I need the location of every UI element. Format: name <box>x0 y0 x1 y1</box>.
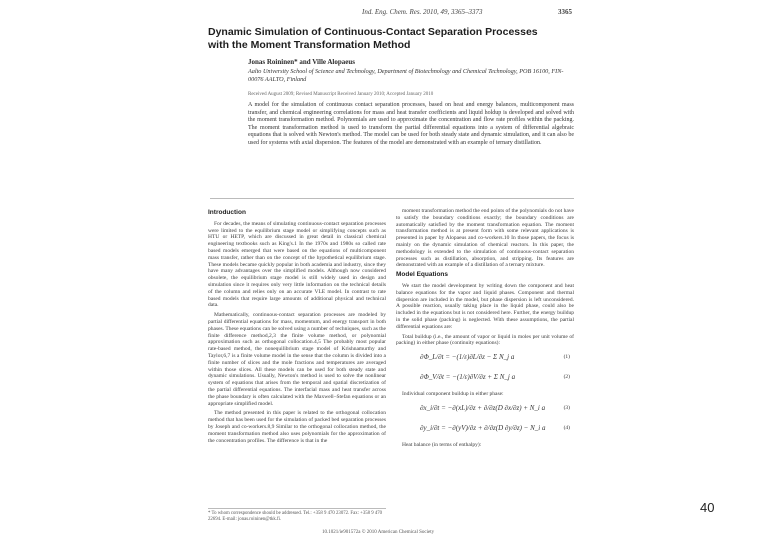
subheading-component-buildup: Individual component buildup in either phase: <box>402 391 504 398</box>
abstract-divider <box>210 198 574 199</box>
equation-number: (2) <box>563 374 570 381</box>
paragraph: The method presented in this paper is related to the orthogonal collocation method that has been used for the simulation of packed bed separation processes by Joseph and co-workers.8,9 Similar to the orthogonal collocation method, the moment transformation method also uses polynomials for the approximation of the concentration profiles. The difference is that in the <box>208 410 386 444</box>
equation-expression: ∂Φ_V/∂t = −(1/ε)∂V/∂z + Σ N_j a <box>420 373 516 382</box>
equation-number: (3) <box>563 404 570 411</box>
equation-number: (4) <box>563 424 570 431</box>
equation-number: (1) <box>563 354 570 361</box>
paragraph: moment transformation method the end points of the polynomials do not have to satisfy the boundary conditions exactly; the boundary conditions are automatically satisfied by the moment transformation equation. The moment transformation method is at present form with some relevant applications is presented in paper by Alopaeus and co-workers.10 In those papers, the focus is mainly on the dynamic simulation of chemical reactors. In this paper, the methodology is extended to the simulation of continuous-contact separation processes such as distillation, absorption, and stripping. Its features are demonstrated with an example of a distillation of a ternary mixture. <box>396 208 574 269</box>
right-column <box>396 208 574 452</box>
paragraph: Mathematically, continuous-contact separation processes are modeled by partial differential equations for mass, momentum, and energy transport in both phases. These equations can be solved using a number of techniques, such as the finite difference method,2,3 the finite volume method, or polynomial approximation such as orthogonal collocation.4,5 The probably most popular rate-based method, the nonequilibrium stage model of Krishnamurthy and Taylor,6,7 is a finite volume model in the sense that the column is divided into a finite number of slices and the mole fractions and temperatures are averaged within those slices. All these models can be used for both steady state and dynamic simulations. Usually, Newton's method is used to solve the nonlinear system of equations that arises from the temporal and spatial discretization of the partial differential equations. The interfacial mass and heat transfer across the phase boundary is often calculated with the Maxwell–Stefan equations or an appropriate simplified model. <box>208 312 386 407</box>
equation <box>396 402 574 418</box>
journal-header: Ind. Eng. Chem. Res. 2010, 49, 3365–3373 <box>362 8 483 16</box>
equation <box>396 351 574 367</box>
header-page-number: 3365 <box>558 8 572 16</box>
subheading-heat-balance: Heat balance (in terms of enthalpy): <box>402 441 482 448</box>
paragraph: For decades, the means of simulating continuous-contact separation processes were limited to the equilibrium stage model or simplifying concepts such as HTU or HETP, which are discussed in great detail in classical chemical engineering textbooks such as King's.1 In the 1970s and 1980s so called rate based models emerged that were based on the equations of multicomponent mass transfer, rather than on the concept of the hypothetical equilibrium stage. These models became quickly popular in both academia and industry, since they have many advantages over the simplified models. Although now considered obsolete, the equilibrium stage model is still widely used in design and simulation since it requires only very little information on the technical details of the column and relies only on an accurate VLE model. In contrast to rate based models that require large amounts of additional physical and technical data. <box>208 220 386 309</box>
slide-page-number: 40 <box>700 500 715 515</box>
equation-expression: ∂y_i/∂t = −∂(yV)/∂z + ∂/∂z(D ∂y/∂z) − N_i a <box>420 423 546 432</box>
paragraph: We start the model development by writing down the component and heat balance equations for the vapor and liquid phases. Component and thermal dispersion are included in the model, but phase dispersion is left unconsidered. A possible reaction, usually taking place in the liquid phase, could also be included in the equations but is not considered here. Further, the energy buildup in the solid phase (packing) is neglected. With these assumptions, the partial differential equations are: <box>396 282 574 330</box>
section-heading-introduction: Introduction <box>208 209 246 216</box>
equation <box>396 371 574 387</box>
left-column <box>208 208 386 447</box>
paper-abstract: A model for the simulation of continuous contact separation processes, based on heat and energy balances, multicomponent mass transfer, and chemical engineering correlations for mass and heat transfer coefficients and liquid holdup is developed and solved with the moment transformation method. Polynomials are used to approximate the concentration and flow rate profiles within the packing. The moment transformation method is used to transform the partial differential equations into a system of differential algebraic equations that is solved with Newton's method. The model can be used for both steady state and dynamic simulation, and it can also be used for systems with axial dispersion. The features of the model are demonstrated with an example of ternary distillation. <box>248 102 574 146</box>
correspondence-footnote: * To whom correspondence should be addressed. Tel.: +358 9 470 23072. Fax: +358 9 470 22694. E-mail: jonas.roininen@tkk.fi. <box>208 508 386 523</box>
section-heading-model-equations: Model Equations <box>396 271 448 279</box>
paragraph: Total buildup (i.e., the amount of vapor or liquid in moles per unit volume of packing) in either phase (continuity equations): <box>396 333 574 347</box>
equation-expression: ∂x_i/∂t = −∂(xL)/∂z + ∂/∂z(D ∂x/∂z) + N_i a <box>420 403 546 412</box>
doi-line: 10.1021/ie901572a © 2010 American Chemical Society <box>322 530 435 535</box>
equation-expression: ∂Φ_L/∂t = −(1/ε)∂L/∂z − Σ N_j a <box>420 353 515 362</box>
paper-affiliation: Aalto University School of Science and Technology, Department of Biotechnology and Chemical Technology, POB 16100, FIN-00076 AALTO, Finland <box>248 68 564 83</box>
paper-authors: Jonas Roininen* and Ville Alopaeus <box>248 58 355 66</box>
equation <box>396 422 574 438</box>
journal-page <box>202 0 578 540</box>
received-dates: Received August 2009; Revised Manuscript Received January 2010; Accepted January 2010 <box>248 92 434 97</box>
paper-title: Dynamic Simulation of Continuous-Contact Separation Processes with the Moment Transformation Method <box>208 26 538 51</box>
